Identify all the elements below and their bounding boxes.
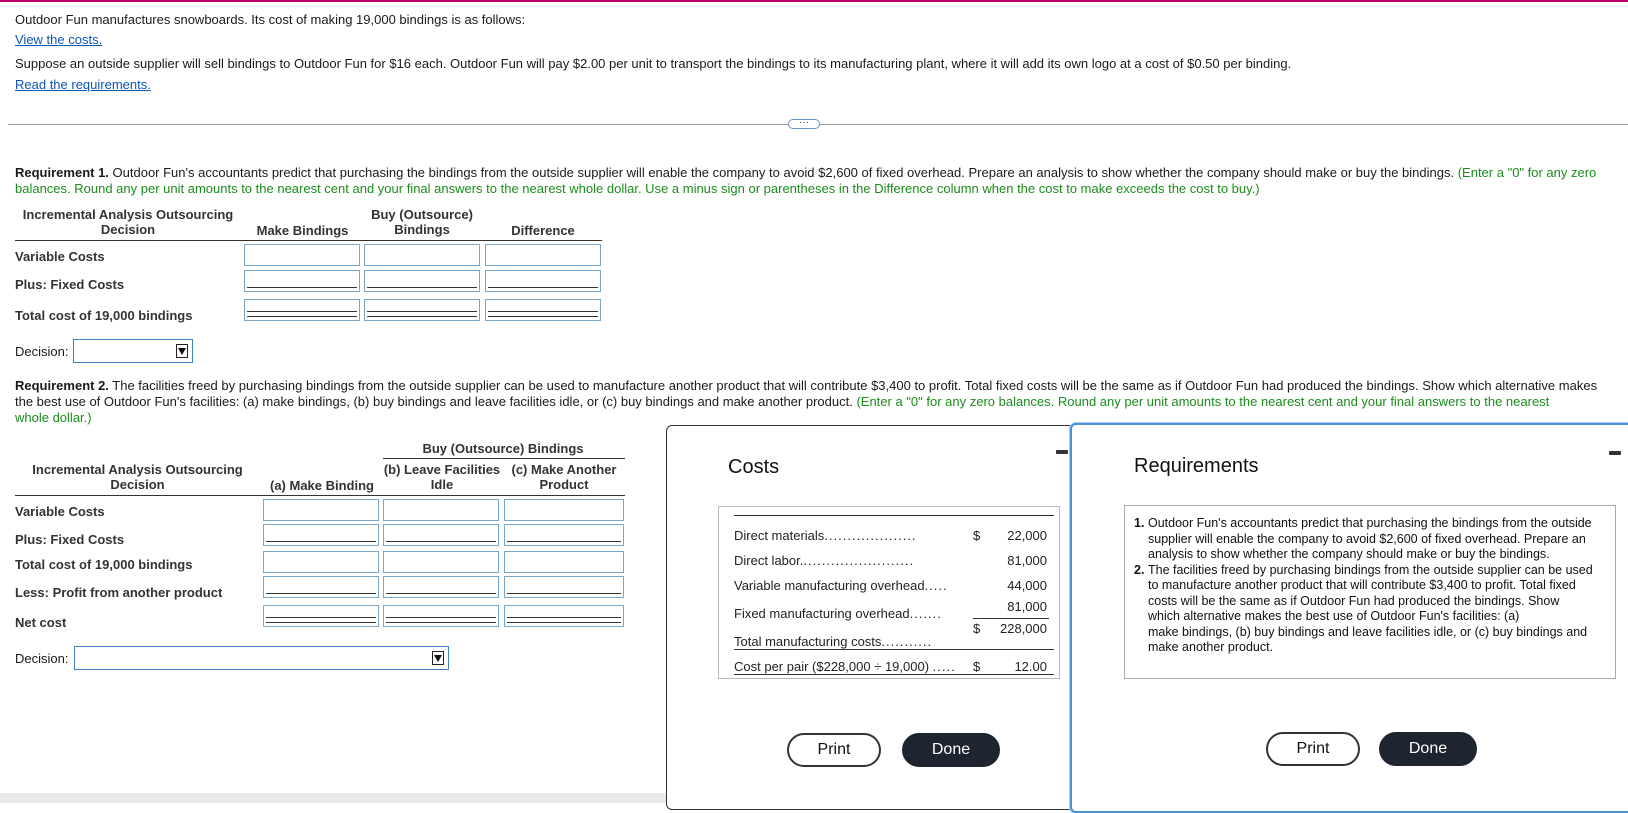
r1-header-rule — [15, 240, 602, 241]
r1-header-decision: Incremental Analysis Outsourcing Decision — [22, 207, 234, 237]
r2-idle-profit-input[interactable] — [383, 576, 499, 598]
requirement-item-2: 2. The facilities freed by purchasing bindings from the outside supplier can be used to manufacture another product that will contribute $3,400 to profit. Total fixed costs will be the same as if Outdoor Fun had produced the bindings. Show which alternative makes the best use of Outdoor Fun's facilities: (a) make bindings, (b) buy bindings and leave facilities idle, or (c) buy bindings and make another product. — [1134, 562, 1593, 654]
cost-bottom-rule-1 — [734, 674, 1054, 675]
r1-make-total-input[interactable] — [244, 299, 360, 321]
r2-decision-dropdown[interactable] — [74, 646, 449, 670]
cost-value-per-pair: 12.00 — [1014, 659, 1047, 674]
cost-currency-6: $ — [973, 659, 981, 674]
cost-row-per-pair: Cost per pair ($228,000 ÷ 19,000) ..... — [734, 659, 956, 674]
r2-idle-fixed-input[interactable] — [383, 524, 499, 546]
cost-row-total-manufacturing: Total manufacturing costs........... — [734, 634, 933, 649]
r1-make-fixed-input[interactable] — [244, 270, 360, 292]
chevron-down-icon — [432, 651, 444, 665]
costs-table-box — [718, 506, 1060, 679]
r2-header-make: (a) Make Binding — [269, 478, 374, 493]
r1-decision-label: Decision: — [15, 344, 69, 359]
r1-diff-total-input[interactable] — [485, 299, 601, 321]
r1-diff-variable-input[interactable] — [485, 244, 601, 266]
requirement-item-1: 1. Outdoor Fun's accountants predict that purchasing the bindings from the outside supplier will enable the company to avoid $2,600 of fixed overhead. Prepare an analysis to show whether the company should make or buy the bindings. — [1134, 516, 1592, 561]
costs-done-button[interactable]: Done — [902, 733, 1000, 767]
r1-decision-dropdown[interactable] — [73, 339, 193, 363]
requirements-dialog — [1070, 423, 1628, 813]
r2-another-profit-input[interactable] — [504, 576, 624, 598]
r2-make-net-input[interactable] — [263, 605, 379, 627]
intro-text-2: Suppose an outside supplier will sell bindings to Outdoor Fun for $16 each. Outdoor Fun will pay $2.00 per unit to transport the bindings to its manufacturing plant, where it will add its own logo at a cost of $0.50 per binding. — [15, 56, 1292, 71]
requirement-1-text: Requirement 1. Outdoor Fun's accountants predict that purchasing the bindings from the outside supplier will enable the company to avoid $2,600 of fixed overhead. Prepare an analysis to show whether the company should make or buy the bindings. (Enter a "0" for any zero balances. Round any per unit amounts to the nearest cent and your final answers to the nearest whole dollar. Use a minus sign or parentheses in the Difference column when the cost to make exceeds the cost to buy.) — [15, 165, 1597, 196]
r2-header-make-another: (c) Make Another Product — [511, 462, 617, 492]
requirement-1-label: Requirement 1. — [15, 165, 109, 180]
cost-row-variable-overhead: Variable manufacturing overhead..... — [734, 578, 948, 593]
minimize-icon[interactable] — [1056, 450, 1068, 454]
r1-header-make: Make Bindings — [256, 223, 349, 238]
r2-row-profit-another: Less: Profit from another product — [15, 585, 223, 600]
cost-currency-5: $ — [973, 621, 981, 636]
intro-text-1: Outdoor Fun manufactures snowboards. Its cost of making 19,000 bindings is as follows: — [15, 12, 526, 27]
requirement-2-text: Requirement 2. The facilities freed by purchasing bindings from the outside supplier can be used to manufacture another product that will contribute $3,400 to profit. Total fixed costs will be the same as if Outdoor Fun had produced the bindings. Show which alternative makes the best use of Outdoor Fun's facilities: (a) make bindings, (b) buy bindings and leave facilities idle, or (c) buy bindings and make another product. (Enter a "0" for any zero balances. Round any per unit amounts to the nearest cent and your final answers to the nearest whole dollar.) — [15, 378, 1598, 425]
r2-make-fixed-input[interactable] — [263, 524, 379, 546]
r2-another-total-input[interactable] — [504, 551, 624, 573]
minimize-icon[interactable] — [1609, 451, 1621, 455]
cost-value-direct-materials: 22,000 — [1007, 528, 1047, 543]
r1-header-difference: Difference — [511, 223, 575, 238]
chevron-down-icon — [176, 344, 188, 358]
cost-currency-1: $ — [973, 528, 981, 543]
r2-make-profit-input[interactable] — [263, 576, 379, 598]
requirement-2-label: Requirement 2. — [15, 378, 109, 393]
r2-idle-variable-input[interactable] — [383, 499, 499, 521]
r2-header-leave-idle: (b) Leave Facilities Idle — [383, 462, 501, 492]
cost-value-total: 228,000 — [1000, 621, 1047, 636]
r2-row-net-cost: Net cost — [15, 615, 67, 630]
bottom-scroll-area — [0, 793, 670, 803]
r2-group-rule — [383, 458, 625, 459]
costs-top-rule — [734, 515, 1054, 516]
cost-row-direct-materials: Direct materials.................... — [734, 528, 917, 543]
costs-dialog — [666, 425, 1086, 810]
r2-row-fixed-costs: Plus: Fixed Costs — [15, 532, 125, 547]
r1-make-variable-input[interactable] — [244, 244, 360, 266]
r2-row-variable-costs: Variable Costs — [15, 504, 105, 519]
requirements-dialog-title: Requirements — [1134, 455, 1259, 477]
r1-buy-fixed-input[interactable] — [364, 270, 480, 292]
r2-header-rule — [15, 495, 625, 496]
r2-another-net-input[interactable] — [504, 605, 624, 627]
cost-value-fixed-overhead: 81,000 — [1007, 599, 1047, 614]
cost-value-direct-labor: 81,000 — [1007, 553, 1047, 568]
cost-row-direct-labor: Direct labor......................... — [734, 553, 915, 568]
costs-print-button[interactable]: Print — [787, 733, 881, 767]
r2-decision-label: Decision: — [15, 651, 69, 666]
r1-row-fixed-costs: Plus: Fixed Costs — [15, 277, 125, 292]
requirements-list — [1125, 516, 1615, 656]
r2-make-variable-input[interactable] — [263, 499, 379, 521]
top-accent-line — [0, 0, 1628, 2]
requirements-print-button[interactable]: Print — [1266, 732, 1360, 766]
r2-make-total-input[interactable] — [263, 551, 379, 573]
r1-row-total-cost: Total cost of 19,000 bindings — [15, 308, 193, 323]
requirements-done-button[interactable]: Done — [1379, 732, 1477, 766]
r2-another-variable-input[interactable] — [504, 499, 624, 521]
r2-idle-net-input[interactable] — [383, 605, 499, 627]
r1-buy-variable-input[interactable] — [364, 244, 480, 266]
r2-another-fixed-input[interactable] — [504, 524, 624, 546]
cost-row-fixed-overhead: Fixed manufacturing overhead....... — [734, 606, 942, 621]
r1-row-variable-costs: Variable Costs — [15, 249, 105, 264]
expand-ellipsis-button[interactable]: ··· — [788, 119, 820, 129]
cost-value-variable-overhead: 44,000 — [1007, 578, 1047, 593]
r1-buy-total-input[interactable] — [364, 299, 480, 321]
r1-diff-fixed-input[interactable] — [485, 270, 601, 292]
r2-row-total-cost: Total cost of 19,000 bindings — [15, 557, 193, 572]
cost-subtotal-rule — [973, 618, 1049, 619]
requirements-list-box — [1124, 505, 1616, 679]
costs-dialog-title: Costs — [728, 456, 780, 478]
read-requirements-link[interactable]: Read the requirements. — [15, 77, 151, 92]
r2-idle-total-input[interactable] — [383, 551, 499, 573]
r1-header-buy: Buy (Outsource) Bindings — [371, 207, 473, 237]
r2-header-decision: Incremental Analysis Outsourcing Decision — [32, 462, 243, 492]
cost-total-rule — [734, 649, 1054, 650]
r2-header-buy-group: Buy (Outsource) Bindings — [422, 441, 584, 456]
view-costs-link[interactable]: View the costs. — [15, 32, 103, 47]
